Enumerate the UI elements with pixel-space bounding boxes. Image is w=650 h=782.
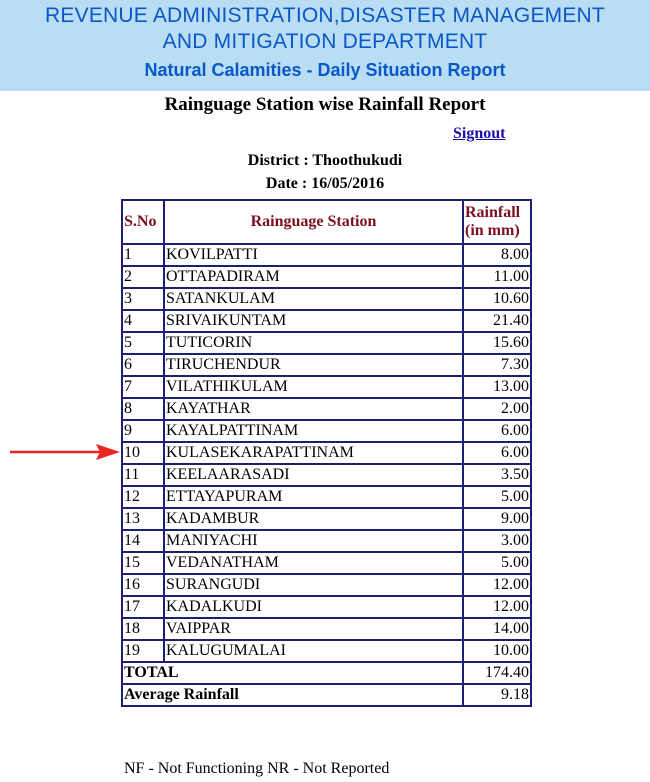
row-sno: 18 [122, 618, 164, 640]
table-row [122, 508, 531, 530]
row-rainfall: 5.00 [463, 486, 531, 508]
row-station: MANIYACHI [164, 530, 463, 552]
row-sno: 16 [122, 574, 164, 596]
row-sno: 5 [122, 332, 164, 354]
banner-line-2: AND MITIGATION DEPARTMENT [162, 30, 488, 53]
row-sno: 9 [122, 420, 164, 442]
total-label: TOTAL [122, 662, 463, 684]
table-header-row [122, 200, 531, 244]
table-row [122, 530, 531, 552]
row-rainfall: 8.00 [463, 244, 531, 266]
table-body [122, 244, 531, 662]
table-row [122, 442, 531, 464]
header-rainfall [463, 200, 531, 244]
row-rainfall: 21.40 [463, 310, 531, 332]
row-station: VILATHIKULAM [164, 376, 463, 398]
row-station: TIRUCHENDUR [164, 354, 463, 376]
row-station: TUTICORIN [164, 332, 463, 354]
total-row [122, 662, 531, 684]
row-rainfall: 12.00 [463, 596, 531, 618]
row-sno: 11 [122, 464, 164, 486]
row-sno: 7 [122, 376, 164, 398]
row-rainfall: 3.00 [463, 530, 531, 552]
row-station: VEDANATHAM [164, 552, 463, 574]
row-sno: 15 [122, 552, 164, 574]
row-rainfall: 12.00 [463, 574, 531, 596]
row-sno: 8 [122, 398, 164, 420]
header-station: Rainguage Station [164, 200, 463, 244]
row-station: KEELAARASADI [164, 464, 463, 486]
row-rainfall: 14.00 [463, 618, 531, 640]
header-sno: S.No [122, 200, 164, 244]
row-sno: 10 [122, 442, 164, 464]
row-rainfall: 6.00 [463, 442, 531, 464]
row-station: SATANKULAM [164, 288, 463, 310]
row-station: KADALKUDI [164, 596, 463, 618]
average-value: 9.18 [463, 684, 531, 706]
row-sno: 3 [122, 288, 164, 310]
signout-link[interactable]: Signout [453, 125, 506, 142]
row-station: SRIVAIKUNTAM [164, 310, 463, 332]
table-row [122, 288, 531, 310]
report-title: Rainguage Station wise Rainfall Report [164, 94, 486, 115]
header-rainfall-line1: Rainfall [465, 204, 521, 221]
average-row [122, 684, 531, 706]
row-rainfall: 7.30 [463, 354, 531, 376]
row-station: KAYALPATTINAM [164, 420, 463, 442]
department-banner [0, 0, 650, 91]
row-rainfall: 10.60 [463, 288, 531, 310]
row-sno: 1 [122, 244, 164, 266]
banner-subtitle: Natural Calamities - Daily Situation Report [144, 60, 506, 80]
table-row [122, 596, 531, 618]
banner-line-1: REVENUE ADMINISTRATION,DISASTER MANAGEMENT [45, 4, 605, 27]
row-station: SURANGUDI [164, 574, 463, 596]
date-label: Date : 16/05/2016 [265, 175, 385, 192]
row-rainfall: 5.00 [463, 552, 531, 574]
row-station: KOVILPATTI [164, 244, 463, 266]
average-label: Average Rainfall [122, 684, 463, 706]
table-row [122, 486, 531, 508]
header-rainfall-line2: (in mm) [465, 222, 520, 239]
row-sno: 19 [122, 640, 164, 662]
row-station: KALUGUMALAI [164, 640, 463, 662]
table-row [122, 420, 531, 442]
row-station: VAIPPAR [164, 618, 463, 640]
row-sno: 2 [122, 266, 164, 288]
table-row [122, 618, 531, 640]
row-rainfall: 13.00 [463, 376, 531, 398]
total-value: 174.40 [463, 662, 531, 684]
table-row [122, 464, 531, 486]
table-row [122, 574, 531, 596]
row-rainfall: 3.50 [463, 464, 531, 486]
table-row [122, 332, 531, 354]
row-sno: 6 [122, 354, 164, 376]
table-row [122, 640, 531, 662]
row-rainfall: 2.00 [463, 398, 531, 420]
row-sno: 4 [122, 310, 164, 332]
rainfall-table [121, 199, 532, 707]
row-rainfall: 6.00 [463, 420, 531, 442]
table-row [122, 376, 531, 398]
row-sno: 14 [122, 530, 164, 552]
table-row [122, 310, 531, 332]
row-station: KADAMBUR [164, 508, 463, 530]
row-sno: 12 [122, 486, 164, 508]
row-station: ETTAYAPURAM [164, 486, 463, 508]
row-rainfall: 15.60 [463, 332, 531, 354]
row-station: OTTAPADIRAM [164, 266, 463, 288]
legend-note: NF - Not Functioning NR - Not Reported [124, 760, 390, 777]
row-station: KULASEKARAPATTINAM [164, 442, 463, 464]
row-station: KAYATHAR [164, 398, 463, 420]
red-arrow-icon [10, 440, 120, 464]
row-rainfall: 11.00 [463, 266, 531, 288]
table-row [122, 552, 531, 574]
table-row [122, 266, 531, 288]
row-rainfall: 9.00 [463, 508, 531, 530]
district-label: District : Thoothukudi [247, 152, 403, 169]
row-sno: 13 [122, 508, 164, 530]
table-row [122, 244, 531, 266]
table-row [122, 354, 531, 376]
row-rainfall: 10.00 [463, 640, 531, 662]
table-row [122, 398, 531, 420]
row-sno: 17 [122, 596, 164, 618]
